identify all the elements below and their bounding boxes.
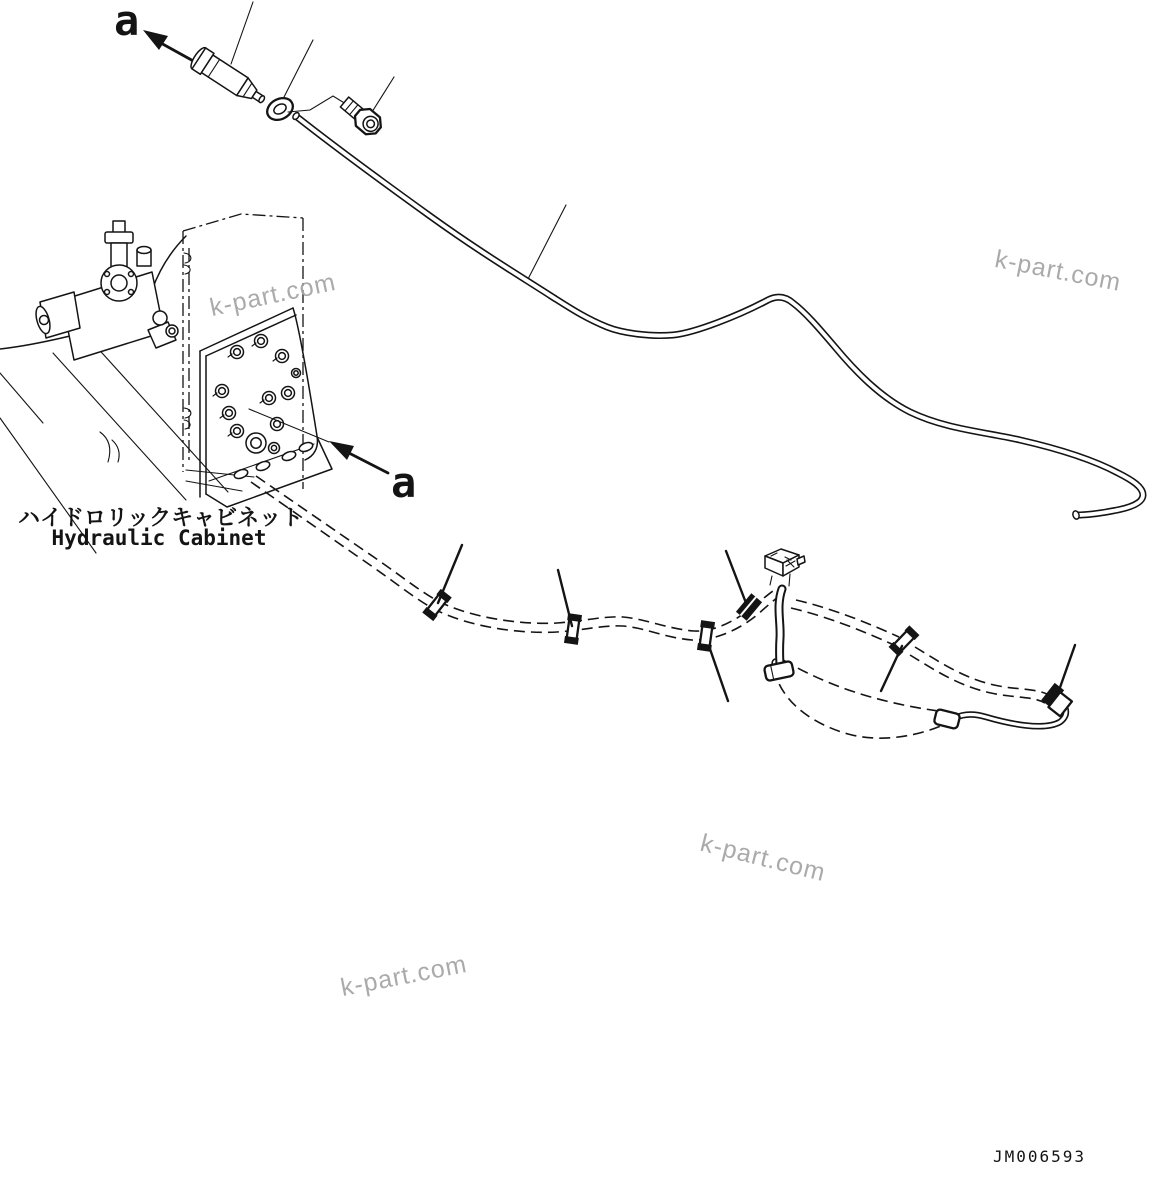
drawing-number: JM006593 [993, 1147, 1087, 1166]
watermark-left: k-part.com [207, 268, 339, 323]
grommet [263, 94, 296, 124]
plug-fitting [188, 45, 270, 110]
view-arrow-cabinet [329, 441, 388, 473]
dashed-hose-routing [251, 476, 1049, 738]
hose-sleeve [934, 709, 961, 729]
hose-clamp-3 [697, 620, 715, 652]
hose-clamp-5 [889, 625, 920, 656]
connector-plug [765, 549, 805, 666]
main-tube [292, 111, 1143, 520]
elbow-sleeve [764, 661, 795, 681]
bulkhead-fittings [213, 335, 301, 454]
connector-bracket [200, 308, 332, 507]
hose-clamp-2 [564, 613, 582, 645]
cabinet-label-ja: ハイドロリックキャビネット [18, 506, 304, 531]
assembly-link-line [288, 96, 346, 112]
clamp-leader-lines [438, 545, 1075, 701]
watermark-top-right: k-part.com [992, 245, 1124, 297]
barb-fitting [337, 94, 385, 139]
watermark-bottom-left: k-part.com [338, 950, 470, 1002]
view-label-cabinet: a [391, 458, 417, 507]
cabinet-label-en: Hydraulic Cabinet [51, 526, 267, 550]
watermark-bottom-middle: k-part.com [697, 828, 829, 888]
view-label-top: a [114, 0, 140, 45]
top-leader-lines [231, 2, 566, 281]
hose-clamp-6 [1041, 683, 1075, 717]
